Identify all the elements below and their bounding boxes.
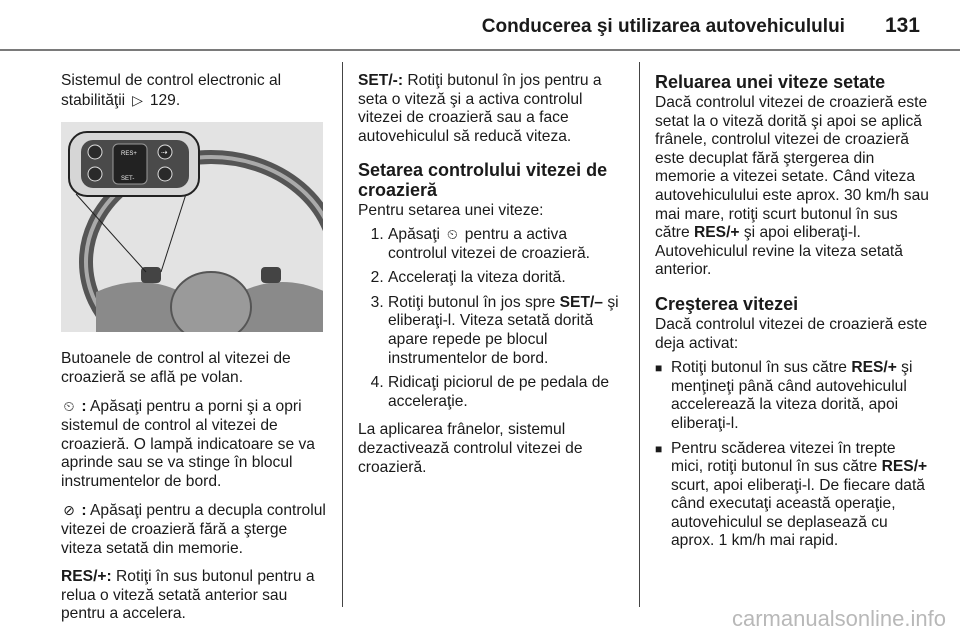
figure-caption: Butoanele de control al vitezei de croazieră se află pe volan.: [61, 350, 291, 386]
res-description: RES/+: Rotiţi în sus butonul pentru a relua o viteză setată anterior sau pentru a accelera.: [61, 568, 315, 623]
list-item: ■ Rotiţi butonul în sus către RES/+ şi menţineţi până când autovehiculul accelerează la viteza dorită, apoi eliberaţi-l.: [671, 359, 930, 433]
cruise-control-off-icon: ⊘: [63, 502, 75, 519]
page-reference-arrow-icon: ▷: [132, 91, 143, 108]
cruise-control-on-icon: ⏲: [63, 398, 75, 415]
page-title: Conducerea şi utilizarea autovehiculului: [481, 16, 845, 37]
svg-text:RES+: RES+: [121, 151, 137, 158]
column-divider: [639, 62, 640, 607]
set-description: SET/-: Rotiţi butonul în jos pentru a seta o viteză şi a activa controlul vitezei de croazieră sau a face autovehiculul să reducă viteza.: [358, 72, 602, 145]
header-rule: [0, 49, 960, 51]
setting-steps: [358, 225, 628, 411]
step-1: 1. Apăsaţi ⏲ pentru a activa controlul vitezei de croazieră.: [388, 225, 628, 263]
section-heading-increase: Creşterea vitezei: [655, 293, 799, 314]
column-3: [655, 72, 930, 561]
cruise-control-on-icon: ⏲: [446, 225, 458, 242]
intro-paragraph: Sistemul de control electronic al stabilităţii ▷ 129.: [61, 72, 282, 109]
step-3: 3. Rotiţi butonul în jos spre SET/– şi eliberaţi-l. Viteza setată dorită apare repede pe blocul instrumentelor de bord.: [388, 294, 628, 368]
braking-note: La aplicarea frânelor, sistemul dezactivează controlul vitezei de croazieră.: [358, 421, 583, 476]
setting-lead: Pentru setarea unei viteze:: [358, 202, 544, 220]
steering-wheel-controls-figure: [61, 122, 323, 332]
section-heading-resume: Reluarea unei viteze setate: [655, 72, 886, 92]
resume-paragraph: Dacă controlul vitezei de croazieră este setat la o viteză dorită şi apoi se aplică frânele, controlul vitezei de croazieră este decuplat fără ştergerea din memorie a vitezei setate. Când viteza autovehiculului este aprox. 30 km/h sau mai mare, rotiţi scurt butonul în sus către RES/+ şi apoi eliberaţi-l. Autovehiculul revine la viteza setată anterior.: [655, 94, 929, 279]
list-item: ■ Pentru scăderea vitezei în trepte mici, rotiţi butonul în sus către RES/+ scurt, apoi eliberaţi-l. De fiecare dată când executaţi această operaţie, autovehiculul se deplasează cu aprox. 1 km/h mai rapid.: [671, 440, 930, 552]
section-heading-setting: Setarea controlului vitezei de croazieră: [358, 160, 608, 201]
column-divider: [342, 62, 343, 607]
svg-text:⇢: ⇢: [161, 148, 168, 158]
step-4: 4. Ridicaţi piciorul de pe pedala de acceleraţie.: [388, 374, 628, 411]
watermark: carmanualsonline.info: [731, 606, 946, 631]
cruise-off-description: ⊘ : Apăsaţi pentru a decupla controlul vitezei de croazieră fără a şterge viteza setată din memorie.: [61, 502, 326, 557]
increase-lead: Dacă controlul vitezei de croazieră este deja activat:: [655, 315, 928, 352]
step-2: 2. Acceleraţi la viteza dorită.: [388, 269, 628, 288]
page-number: 131: [884, 14, 920, 37]
column-2: [358, 72, 628, 487]
column-1: [61, 72, 331, 634]
increase-list: [655, 359, 930, 551]
svg-text:SET-: SET-: [121, 176, 135, 183]
cruise-on-description: ⏲ : Apăsaţi pentru a porni şi a opri sistemul de control al vitezei de croazieră. O lampă indicatoare se va aprinde sau se va stinge în blocul instrumentelor de bord.: [61, 398, 315, 490]
page-header: [482, 14, 920, 50]
